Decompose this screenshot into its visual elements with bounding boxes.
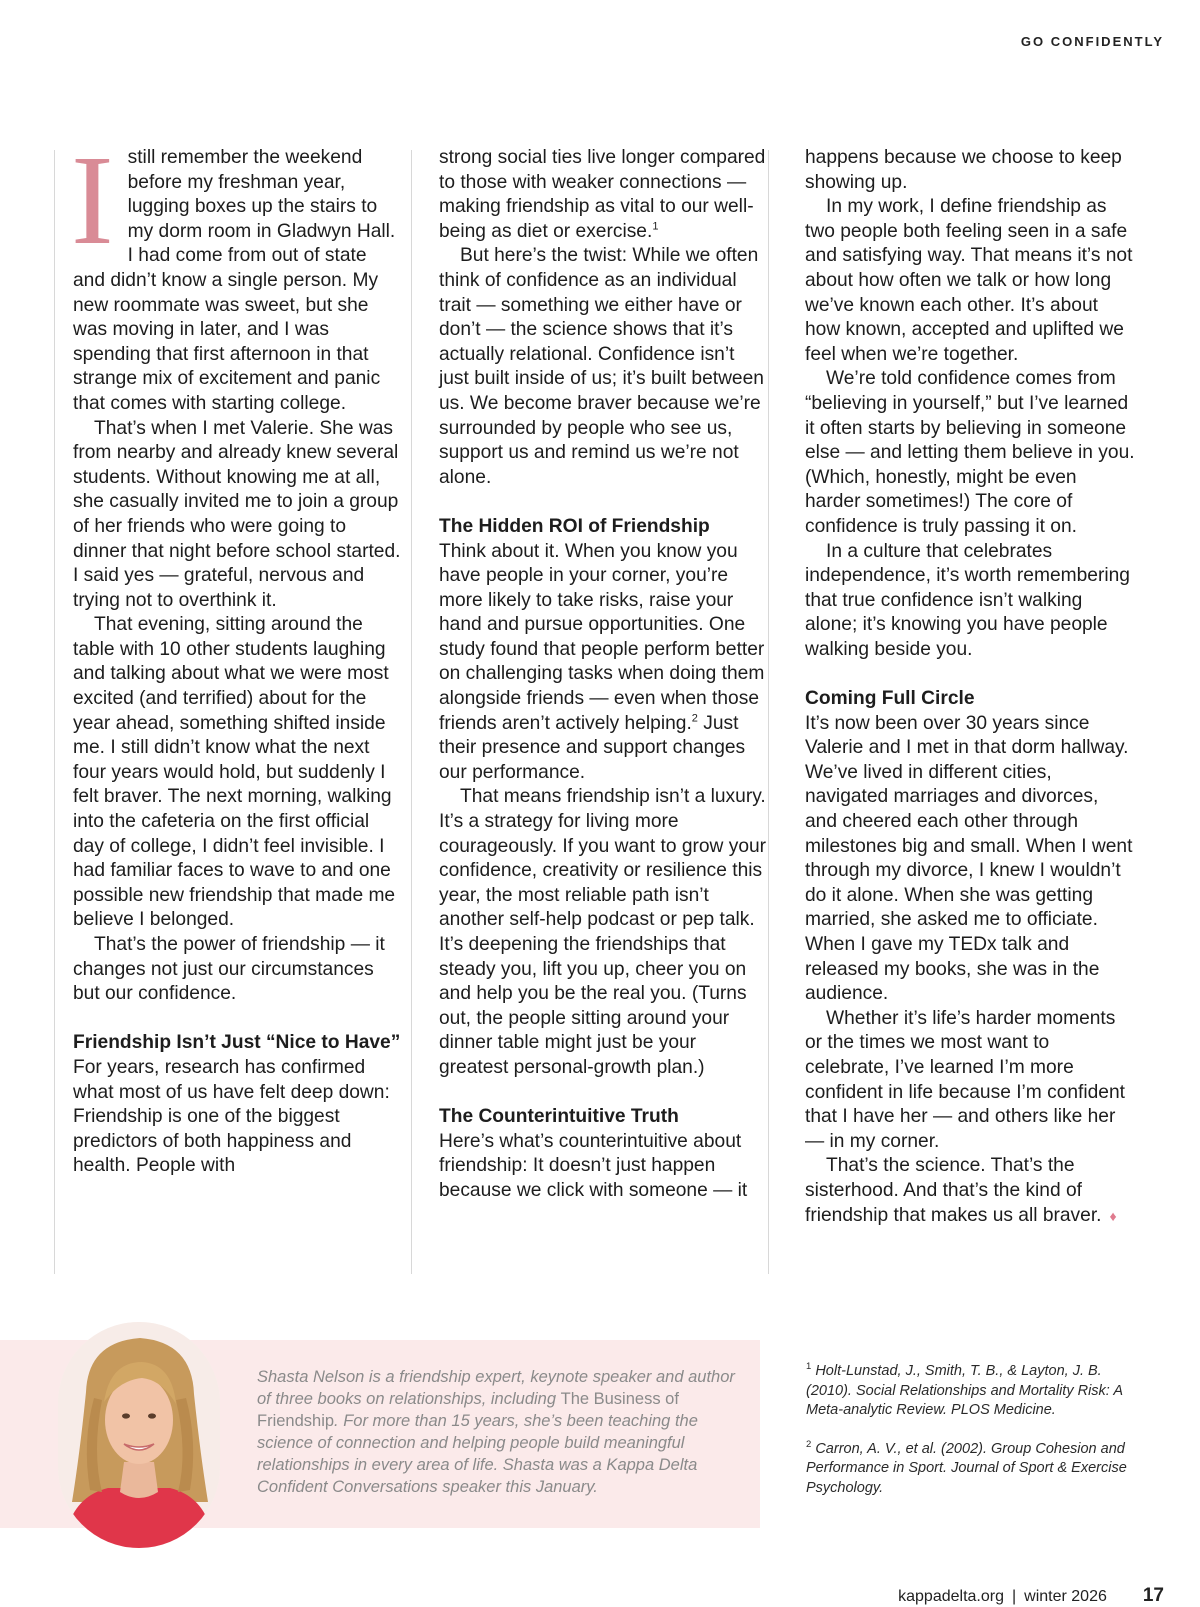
subheading: Friendship Isn’t Just “Nice to Have” xyxy=(73,1032,401,1054)
paragraph xyxy=(439,146,769,244)
paragraph: In my work, I define friendship as two people both feeling seen in a safe and satisfying way. That means it’s not about how often we talk or how long we’ve known each other. It’s about how known, accepted and uplifted we feel when we’re together. xyxy=(805,196,1133,365)
paragraph: In a culture that celebrates independence, it’s worth remembering that true confidence isn’t walking alone; it’s knowing you have people walking beside you. xyxy=(805,540,1130,660)
subheading: The Counterintuitive Truth xyxy=(439,1106,679,1128)
opening-paragraph xyxy=(71,129,403,417)
subheading: The Hidden ROI of Friendship xyxy=(439,515,710,537)
footnote-text: Carron, A. V., et al. (2002). Group Cohesion and Performance in Sport. Journal of Sport & Exercise Psychology. xyxy=(806,1440,1127,1496)
paragraph: We’re told confidence comes from “believing in yourself,” but I’ve learned it often starts by believing in someone else — and letting them believe in you. (Which, honestly, might be even harder sometimes!) The core of confidence is truly passing it on. xyxy=(805,368,1135,537)
paragraph xyxy=(805,1154,1135,1228)
paragraph: It’s now been over 30 years since Valerie and I met in that dorm hallway. We’ve lived in different cities, navigated marriages and divorces, and cheered each other through milestones big and small. When I went through my divorce, I knew I wouldn’t do it alone. When she was getting married, she asked me to officiate. When I gave my TEDx talk and released my books, she was in the audience. xyxy=(805,712,1133,1005)
paragraph: That evening, sitting around the table with 10 other students laughing and talking about what we were most excited (and terrified) about for the year ahead, something shifted inside me. I still didn’t know what the next four years would hold, but suddenly I felt braver. The next morning, walking into the cafeteria on the first official day of college, I didn’t feel invisible. I had familiar faces to wave to and one possible new friendship that made me believe I belonged. xyxy=(73,614,396,931)
footnote-ref-2[interactable]: 2 xyxy=(691,712,698,725)
paragraph: Here’s what’s counterintuitive about friendship: It doesn’t just happen because we click with someone — it xyxy=(439,1130,748,1201)
paragraph xyxy=(439,540,769,786)
page-number: 17 xyxy=(1142,1585,1164,1606)
footnote-number: 2 xyxy=(806,1438,812,1450)
footer-site-link[interactable]: kappadelta.org xyxy=(898,1588,1004,1605)
paragraph-text: Just their presence and support changes our performance. xyxy=(439,712,746,783)
author-portrait-illustration xyxy=(58,1322,220,1548)
author-portrait xyxy=(58,1322,220,1548)
paragraph: happens because we choose to keep showing up. xyxy=(805,147,1122,193)
paragraph: But here’s the twist: While we often think of confidence as an individual trait — something we either have or don’t — the science shows that it’s actually relational. Confidence isn’t just built inside of us; it’s built between us. We become braver because we’re surrounded by people who see us, support us and remind us we’re not alone. xyxy=(439,245,764,488)
footnote-ref-1[interactable]: 1 xyxy=(652,220,659,233)
paragraph-text: Think about it. When you know you have people in your corner, you’re more likely to take risks, raise your hand and pursue opportunities. One study found that people perform better on challenging tasks when doing them alongside friends — even when those friends aren’t actively helping. xyxy=(439,540,765,734)
paragraph: That’s when I met Valerie. She was from nearby and already knew several students. Without knowing me at all, she casually invited me to join a group of her friends who were going to dinner that night before school started. I said yes — grateful, nervous and trying not to overthink it. xyxy=(73,417,401,611)
section-label: GO CONFIDENTLY xyxy=(1020,34,1164,49)
paragraph-text: strong social ties live longer compared to those with weaker connections — making friendship as vital to our well-being as diet or exercise. xyxy=(439,147,766,242)
drop-cap: I xyxy=(71,129,114,271)
column-rule-mid xyxy=(411,150,412,1274)
article-column-3 xyxy=(805,146,1135,1274)
footer-separator: | xyxy=(1011,1588,1017,1605)
footer-issue: winter 2026 xyxy=(1024,1588,1107,1605)
closing-text: That’s the science. That’s the sisterhood. And that’s the kind of friendship that makes us all braver. xyxy=(805,1155,1102,1226)
footnote-text: Holt-Lunstad, J., Smith, T. B., & Layton, J. B. (2010). Social Relationships and Mortality Risk: A Meta-analytic Review. PLOS Medicine. xyxy=(806,1363,1123,1419)
opening-paragraph-text: still remember the weekend before my freshman year, lugging boxes up the stairs to my dorm room in Gladwyn Hall. I had come from out of state and didn’t know a single person. My new roommate was sweet, but she was moving in later, and I was spending that first afternoon in that strange mix of excitement and panic that comes with starting college. xyxy=(73,147,396,414)
footnote-1 xyxy=(806,1362,1136,1421)
footnote-number: 1 xyxy=(806,1361,812,1373)
footnote-2 xyxy=(806,1440,1136,1499)
end-diamond-icon: ♦ xyxy=(1109,1207,1117,1224)
paragraph: Whether it’s life’s harder moments or the times we most want to celebrate, I’ve learned I’m more confident in life because I’m confident that I have her — and others like her — in my corner. xyxy=(805,1007,1125,1152)
article-column-2 xyxy=(439,146,769,1274)
bio-text: . For more than 15 years, she’s been teaching the science of connection and helping people build meaningful relationships in every area of life. Shasta was a Kappa Delta Confident Conversations speaker this January. xyxy=(257,1412,698,1496)
paragraph: For years, research has confirmed what most of us have felt deep down: Friendship is one of the biggest predictors of both happiness and health. People with xyxy=(73,1056,390,1177)
bio-text: Shasta Nelson is a friendship expert, keynote speaker and author of three books on relationships, including xyxy=(257,1368,735,1408)
page-footer xyxy=(898,1585,1164,1607)
author-bio xyxy=(257,1366,737,1498)
paragraph: That means friendship isn’t a luxury. It’s a strategy for living more courageously. If you want to grow your confidence, creativity or resilience this year, the most reliable path isn’t another self-help podcast or pep talk. It’s deepening the friendships that steady you, lift you up, cheer you on and help you be the real you. (Turns out, the people sitting around your dinner table might just be your greatest personal-growth plan.) xyxy=(439,786,767,1078)
article-column-1 xyxy=(71,129,403,1274)
book-title: The Business of Friendship xyxy=(257,1390,679,1430)
footnotes xyxy=(806,1362,1136,1518)
subheading: Coming Full Circle xyxy=(805,688,975,710)
paragraph: That’s the power of friendship — it changes not just our circumstances but our confidence. xyxy=(73,934,385,1005)
column-rule-left xyxy=(54,150,55,1274)
